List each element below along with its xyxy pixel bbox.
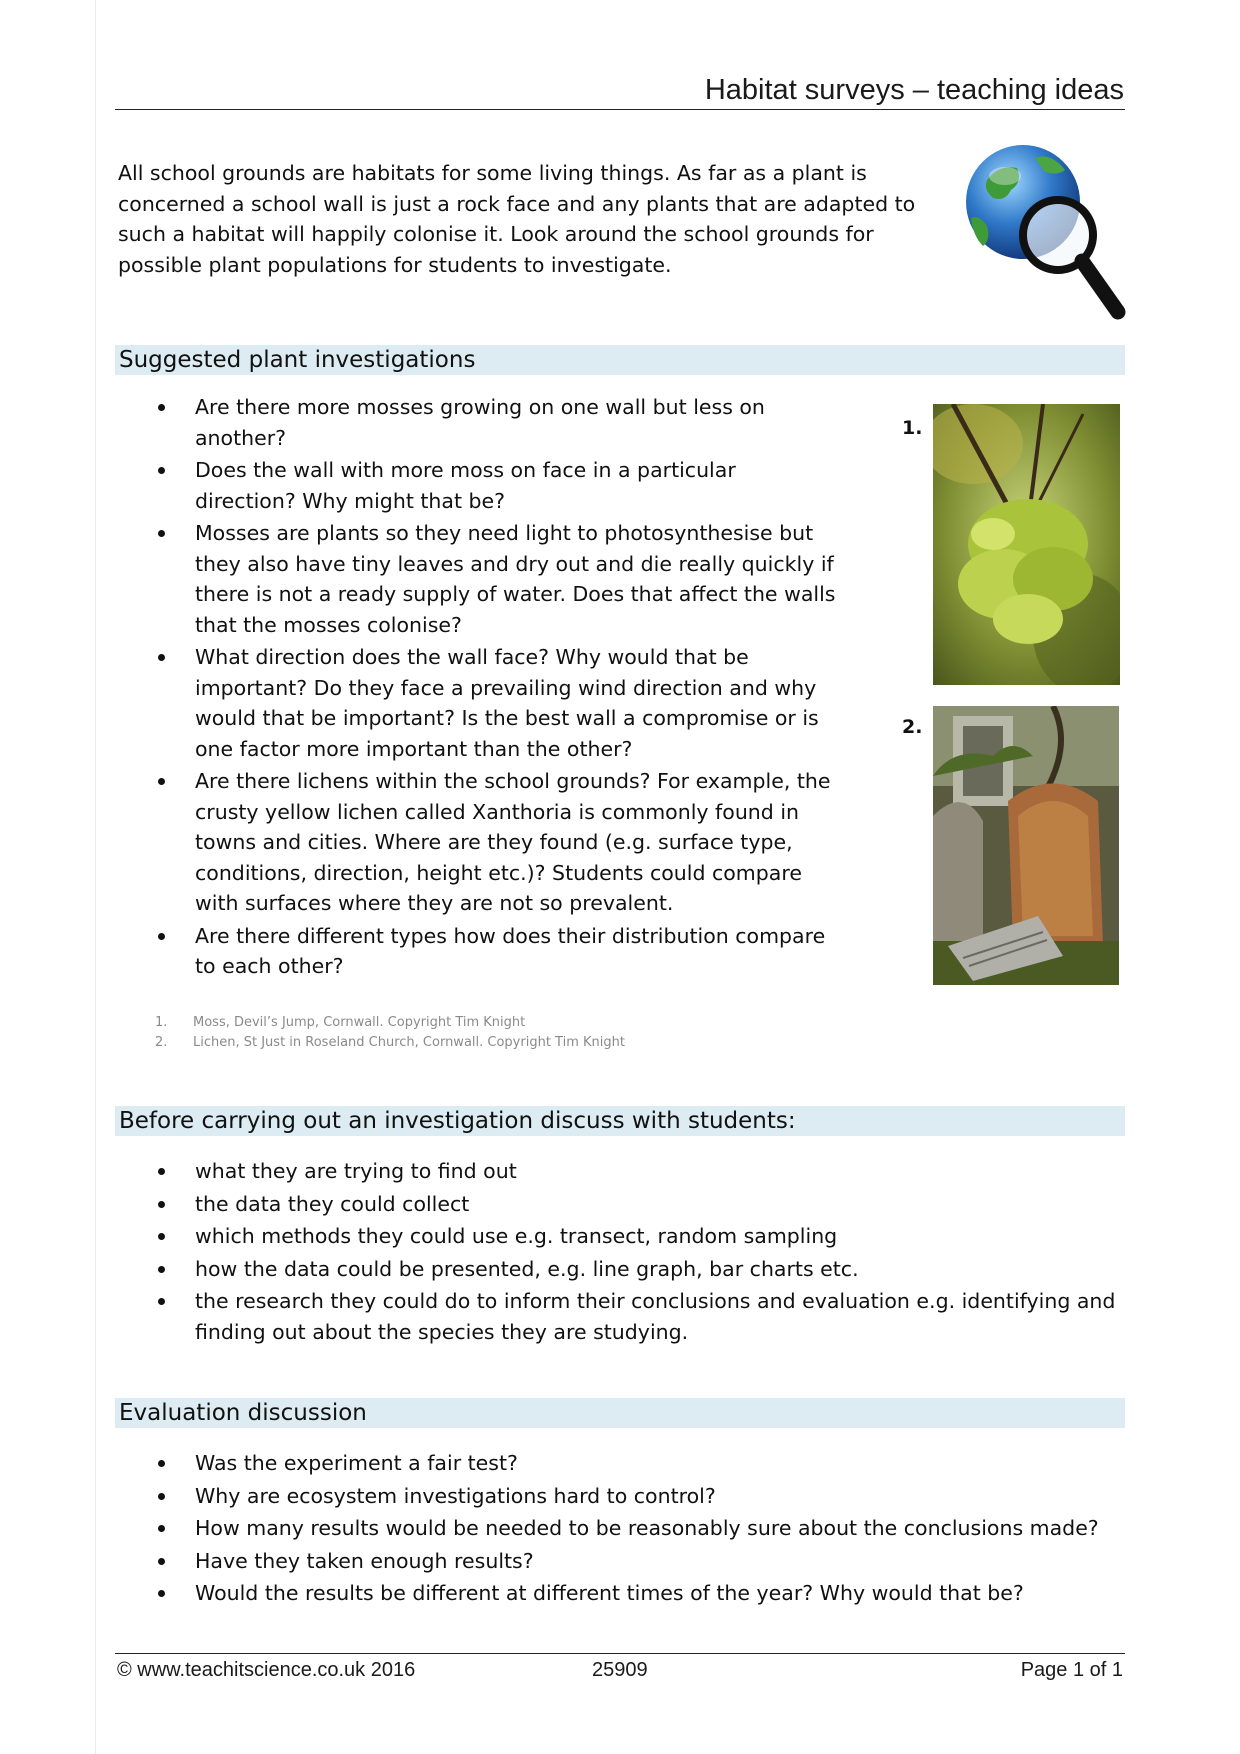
before-list bbox=[120, 1156, 1130, 1349]
list-item: what they are trying to find out bbox=[120, 1156, 1130, 1187]
credit-item bbox=[155, 1033, 625, 1053]
list-item: Would the results be different at different times of the year? Why would that be? bbox=[120, 1578, 1130, 1609]
credit-number: 2. bbox=[155, 1035, 168, 1050]
list-item: Mosses are plants so they need light to photosynthesise but they also have tiny leaves and dry out and die really quickly if there is not a ready supply of water. Does that affect the walls that the mosses colonise? bbox=[120, 518, 840, 640]
list-item: the data they could collect bbox=[120, 1189, 1130, 1220]
list-item: the research they could do to inform their conclusions and evaluation e.g. identifying and finding out about the species they are studying. bbox=[120, 1286, 1130, 1347]
photo-number: 1. bbox=[902, 417, 923, 439]
list-item: Was the experiment a fair test? bbox=[120, 1448, 1130, 1479]
list-item: How many results would be needed to be reasonably sure about the conclusions made? bbox=[120, 1513, 1130, 1544]
footer-divider bbox=[115, 1653, 1125, 1654]
globe-magnifier-icon bbox=[965, 140, 1130, 325]
list-item: Are there more mosses growing on one wall but less on another? bbox=[120, 392, 840, 453]
footer-page-number: Page 1 of 1 bbox=[1020, 1659, 1123, 1681]
list-item: Are there different types how does their distribution compare to each other? bbox=[120, 921, 840, 982]
credit-number: 1. bbox=[155, 1015, 168, 1030]
moss-photo bbox=[933, 404, 1120, 685]
photo-number: 2. bbox=[902, 716, 923, 738]
credit-text: Moss, Devil’s Jump, Cornwall. Copyright Tim Knight bbox=[193, 1015, 526, 1030]
list-item: which methods they could use e.g. transect, random sampling bbox=[120, 1221, 1130, 1252]
list-item: Does the wall with more moss on face in a particular direction? Why might that be? bbox=[120, 455, 840, 516]
header-divider bbox=[115, 109, 1125, 110]
section-heading-evaluation: Evaluation discussion bbox=[115, 1398, 1125, 1428]
list-item: Are there lichens within the school grounds? For example, the crusty yellow lichen called Xanthoria is commonly found in towns and cities. Where are they found (e.g. surface type, conditions, direction, height etc.)? Students could compare with surfaces where they are not so prevalent. bbox=[120, 766, 840, 919]
photo-credits bbox=[155, 1013, 625, 1053]
intro-paragraph: All school grounds are habitats for some living things. As far as a plant is concerned a school wall is just a rock face and any plants that are adapted to such a habitat will happily colonise it. Look around the school grounds for possible plant populations for students to investigate. bbox=[118, 161, 916, 277]
page-title: Habitat surveys – teaching ideas bbox=[704, 74, 1124, 106]
list-item: Why are ecosystem investigations hard to control? bbox=[120, 1481, 1130, 1512]
page-edge bbox=[95, 0, 96, 1754]
credit-text: Lichen, St Just in Roseland Church, Cornwall. Copyright Tim Knight bbox=[193, 1035, 625, 1050]
credit-item bbox=[155, 1013, 625, 1033]
section-heading-investigations: Suggested plant investigations bbox=[115, 345, 1125, 375]
list-item: Have they taken enough results? bbox=[120, 1546, 1130, 1577]
footer-code: 25909 bbox=[592, 1659, 648, 1681]
list-item: how the data could be presented, e.g. line graph, bar charts etc. bbox=[120, 1254, 1130, 1285]
section-heading-before: Before carrying out an investigation discuss with students: bbox=[115, 1106, 1125, 1136]
lichen-church-photo bbox=[933, 706, 1119, 985]
footer-copyright: © www.teachitscience.co.uk 2016 bbox=[117, 1659, 416, 1681]
investigations-list bbox=[120, 392, 840, 984]
list-item: What direction does the wall face? Why would that be important? Do they face a prevailing wind direction and why would that be important? Is the best wall a compromise or is one factor more important than the other? bbox=[120, 642, 840, 764]
evaluation-list bbox=[120, 1448, 1130, 1611]
